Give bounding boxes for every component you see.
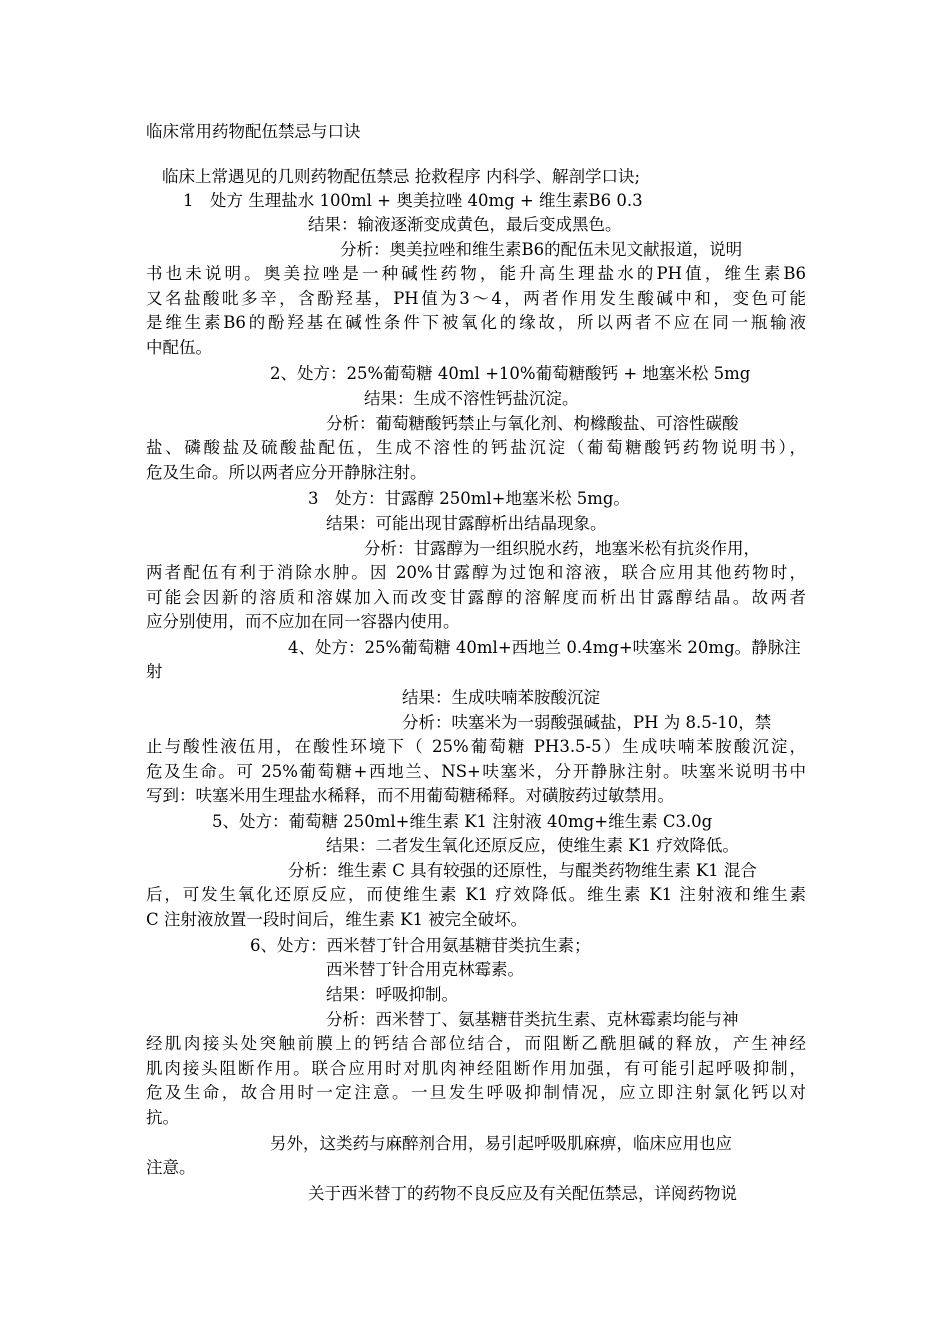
case3-analysis-line: 可能会因新的溶质和溶媒加入而改变甘露醇的溶解度而析出甘露醇结晶。故两者 [146,588,806,607]
case4-analysis-line: 写到：呋塞米用生理盐水稀释，而不用葡萄糖稀释。对磺胺药过敏禁用。 [146,786,674,805]
case4-result: 结果：生成呋喃苯胺酸沉淀 [402,688,600,707]
case3-analysis-line: 应分别使用，而不应加在同一容器内使用。 [146,612,460,631]
footer-line: 关于西米替丁的药物不良反应及有关配伍禁忌，详阅药物说 [308,1184,737,1203]
document-title: 临床常用药物配伍禁忌与口诀 [146,122,361,141]
case4-analysis-line: 分析：呋塞米为一弱酸强碱盐，PH 为 8.5-10，禁 [402,713,772,732]
case1-result: 结果：输液逐渐变成黄色，最后变成黑色。 [308,215,622,234]
note-line: 注意。 [146,1158,196,1177]
case5-analysis-line: C 注射液放置一段时间后，维生素 K1 被完全破坏。 [146,910,528,929]
case6-analysis-line: 抗。 [146,1108,179,1127]
case2-prescription: 2、处方：25%葡萄糖 40ml +10%葡萄糖酸钙 + 地塞米松 5mg [270,364,751,383]
case1-analysis-line: 又名盐酸吡多辛，含酚羟基，PH值为3～4，两者作用发生酸碱中和，变色可能 [146,289,806,308]
case3-analysis-line: 分析：甘露醇为一组织脱水药，地塞米松有抗炎作用， [364,539,760,558]
intro-line: 临床上常遇见的几则药物配伍禁忌 抢救程序 内科学、解剖学口诀; [162,167,641,186]
case2-analysis-line: 盐、磷酸盐及硫酸盐配伍，生成不溶性的钙盐沉淀（葡萄糖酸钙药物说明书）， [146,438,806,457]
case6-analysis-line: 经肌肉接头处突触前膜上的钙结合部位结合，而阻断乙酰胆碱的释放，产生神经 [146,1034,806,1053]
case6-analysis-line: 危及生命，故合用时一定注意。一旦发生呼吸抑制情况，应立即注射氯化钙以对 [146,1083,806,1102]
case1-prescription: 1 处方 生理盐水 100ml + 奥美拉唑 40mg + 维生素B6 0.3 [183,191,643,210]
case4-prescription: 4、处方：25%葡萄糖 40ml+西地兰 0.4mg+呋塞米 20mg。静脉注 [288,638,801,657]
case6-result: 结果：呼吸抑制。 [326,985,458,1004]
case1-analysis-line: 书也未说明。奥美拉唑是一种碱性药物，能升高生理盐水的PH值，维生素B6 [146,264,806,283]
case6-prescription: 6、处方：西米替丁针合用氨基糖苷类抗生素； [250,936,591,955]
case4-analysis-line: 止与酸性液伍用，在酸性环境下（ 25%葡萄糖 PH3.5-5）生成呋喃苯胺酸沉淀， [146,737,806,756]
case5-analysis-line: 后，可发生氧化还原反应，而使维生素 K1 疗效降低。维生素 K1 注射液和维生素 [146,885,806,904]
case3-prescription: 3 处方：甘露醇 250ml+地塞米松 5mg。 [308,489,630,508]
case6-analysis-line: 分析：西米替丁、氨基糖苷类抗生素、克林霉素均能与神 [326,1010,739,1029]
case5-result: 结果：二者发生氧化还原反应，使维生素 K1 疗效降低。 [326,836,739,855]
case1-analysis-line: 是维生素B6的酚羟基在碱性条件下被氧化的缘故，所以两者不应在同一瓶输液 [146,313,806,332]
case3-analysis-line: 两者配伍有利于消除水肿。因 20%甘露醇为过饱和溶液，联合应用其他药物时， [146,563,806,582]
case6-analysis-line: 肌肉接头阻断作用。联合应用时对肌肉神经阻断作用加强，有可能引起呼吸抑制， [146,1059,806,1078]
case4-prescription-cont: 射 [146,662,163,681]
case2-analysis-line: 分析：葡萄糖酸钙禁止与氧化剂、枸橼酸盐、可溶性碳酸 [326,414,739,433]
case1-analysis-line: 中配伍。 [146,338,212,357]
case2-analysis-line: 危及生命。所以两者应分开静脉注射。 [146,463,427,482]
case3-result: 结果：可能出现甘露醇析出结晶现象。 [326,514,607,533]
case1-analysis-line: 分析：奥美拉唑和维生素B6的配伍未见文献报道，说明 [340,240,743,259]
case6-prescription-2: 西米替丁针合用克林霉素。 [326,960,524,979]
note-line: 另外，这类药与麻醉剂合用，易引起呼吸肌麻痹，临床应用也应 [270,1134,732,1153]
case4-analysis-line: 危及生命。可 25%葡萄糖+西地兰、NS+呋塞米，分开静脉注射。呋塞米说明书中 [146,762,806,781]
case5-analysis-line: 分析：维生素 C 具有较强的还原性，与醌类药物维生素 K1 混合 [288,861,757,880]
case2-result: 结果：生成不溶性钙盐沉淀。 [364,389,579,408]
case5-prescription: 5、处方：葡萄糖 250ml+维生素 K1 注射液 40mg+维生素 C3.0g [212,812,713,831]
